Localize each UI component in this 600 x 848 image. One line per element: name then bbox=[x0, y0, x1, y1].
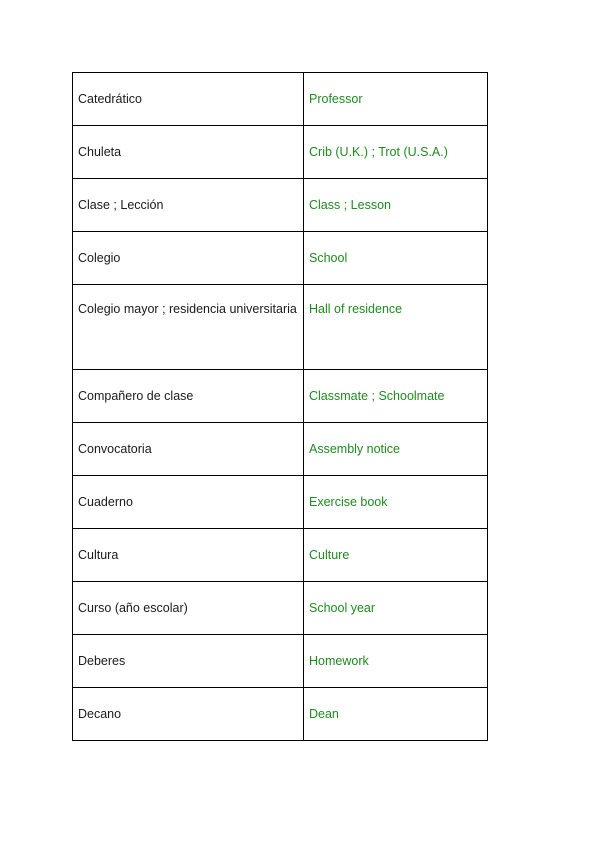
table-row bbox=[73, 423, 488, 476]
table-row bbox=[73, 582, 488, 635]
english-translation: Assembly notice bbox=[304, 423, 488, 476]
table-row bbox=[73, 232, 488, 285]
spanish-term: Catedrático bbox=[73, 73, 304, 126]
table-row bbox=[73, 635, 488, 688]
table-row bbox=[73, 126, 488, 179]
spanish-term: Colegio mayor ; residencia universitaria bbox=[73, 285, 304, 370]
table-row bbox=[73, 370, 488, 423]
english-translation: School bbox=[304, 232, 488, 285]
english-translation: Culture bbox=[304, 529, 488, 582]
spanish-term: Curso (año escolar) bbox=[73, 582, 304, 635]
english-translation: Crib (U.K.) ; Trot (U.S.A.) bbox=[304, 126, 488, 179]
table-row bbox=[73, 688, 488, 741]
spanish-term: Deberes bbox=[73, 635, 304, 688]
table-row bbox=[73, 285, 488, 370]
spanish-term: Convocatoria bbox=[73, 423, 304, 476]
english-translation: Dean bbox=[304, 688, 488, 741]
spanish-term: Colegio bbox=[73, 232, 304, 285]
english-translation: Professor bbox=[304, 73, 488, 126]
table-row bbox=[73, 73, 488, 126]
spanish-term: Chuleta bbox=[73, 126, 304, 179]
table-row bbox=[73, 179, 488, 232]
spanish-term: Cultura bbox=[73, 529, 304, 582]
table-row bbox=[73, 476, 488, 529]
spanish-term: Cuaderno bbox=[73, 476, 304, 529]
english-translation: Exercise book bbox=[304, 476, 488, 529]
table-row bbox=[73, 529, 488, 582]
english-translation: Hall of residence bbox=[304, 285, 488, 370]
english-translation: School year bbox=[304, 582, 488, 635]
spanish-term: Decano bbox=[73, 688, 304, 741]
vocabulary-table bbox=[72, 72, 488, 741]
english-translation: Class ; Lesson bbox=[304, 179, 488, 232]
spanish-term: Compañero de clase bbox=[73, 370, 304, 423]
english-translation: Classmate ; Schoolmate bbox=[304, 370, 488, 423]
english-translation: Homework bbox=[304, 635, 488, 688]
spanish-term: Clase ; Lección bbox=[73, 179, 304, 232]
